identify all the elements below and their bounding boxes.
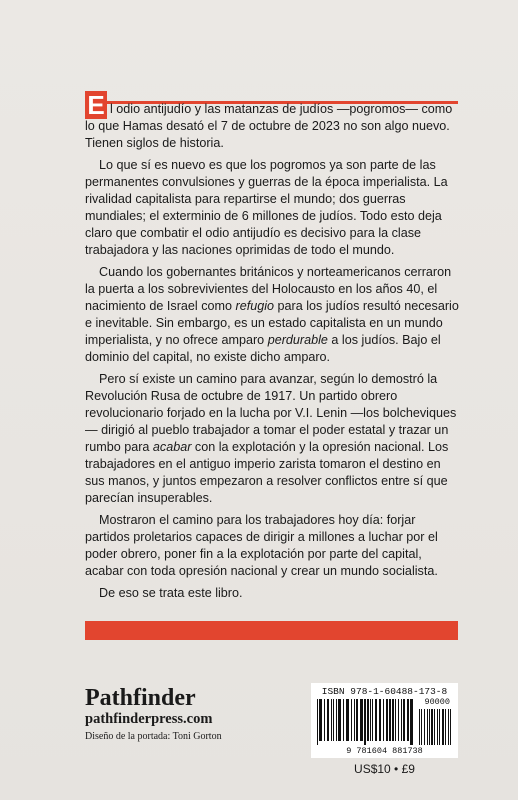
barcode-bar	[407, 699, 409, 741]
barcode-bar	[343, 699, 344, 741]
barcode-bar	[372, 699, 373, 741]
price-label: US$10 • £9	[354, 762, 415, 776]
barcode-addon-bar	[429, 709, 430, 745]
cover-design-credit: Diseño de la portada: Toni Gorton	[85, 731, 222, 742]
barcode-bar	[395, 699, 396, 741]
drop-cap: E	[85, 91, 107, 119]
paragraph-text: Mostraron el camino para los trabajadores hoy día: forjar partidos proletarios capaces de dirigir a millones a luchar por el poder obrero, poner fin a la explotación por parte del capital, acabar con toda opresión nacional y crear un mundo socialista.	[85, 513, 438, 578]
barcode-panel	[311, 683, 458, 758]
barcode-addon: 90000	[424, 697, 450, 707]
barcode-bar	[370, 699, 371, 741]
barcode-bar	[351, 699, 352, 741]
barcode-bar	[392, 699, 394, 741]
paragraph-text: Lo que sí es nuevo es que los pogromos ya son parte de las permanentes convulsiones y guerras de la época imperialista. La rivalidad capitalista para repartirse el mundo; dos guerras mundiales; el exterminio de 6 millones de judíos. Todo esto deja claro que combatir el odio antijudío es decisivo para la clase trabajadora y las naciones oprimidas de todo el mundo.	[85, 158, 448, 257]
barcode-bar	[379, 699, 381, 741]
paragraph-text: a los judíos. Bajo el dominio del capital, no existe dicho amparo.	[85, 333, 441, 364]
barcode-bar	[403, 699, 405, 741]
paragraph-text: para los judíos resultó necesario e inevitable. Sin embargo, es un estado capitalista en un mundo imperialista, y no ofrece amparo	[85, 299, 459, 347]
publisher-website: pathfinderpress.com	[85, 711, 213, 727]
barcode-bar	[360, 699, 363, 741]
barcode-bar	[319, 699, 322, 741]
blurb-paragraph	[85, 264, 460, 366]
barcode-bar	[333, 699, 334, 741]
barcode-addon-bar	[439, 709, 440, 745]
paragraph-text: Cuando los gobernantes británicos y norteamericanos cerraron la puerta a los sobrevivientes del Holocausto en los años 40, el nacimiento de Israel como	[85, 265, 452, 313]
barcode-bar	[338, 699, 341, 741]
isbn-label: ISBN 978-1-60488-173-8	[321, 686, 448, 697]
barcode-bar	[386, 699, 388, 741]
barcode-bar	[331, 699, 332, 741]
blurb-paragraph	[85, 371, 460, 507]
emphasis-text: refugio	[235, 299, 275, 313]
blurb-paragraph	[85, 585, 460, 602]
bottom-accent-bar	[85, 621, 458, 640]
barcode-bar	[410, 699, 413, 745]
blurb-paragraph	[85, 157, 460, 259]
barcode-digits	[311, 697, 458, 756]
barcode-addon-bar	[431, 709, 433, 745]
emphasis-text: acabar	[152, 440, 192, 454]
barcode-bar	[317, 699, 318, 745]
paragraph-text: Pero sí existe un camino para avanzar, según lo demostró la Revolución Rusa de octubre de 1917. Un partido obrero revolucionario forjado en la lucha por V.I. Lenin —los bolcheviques— dirigió al pueblo trabajador a tomar el poder estatal y trazar un rumbo para	[85, 372, 457, 454]
barcode-addon-bar	[437, 709, 438, 745]
barcode-bar	[401, 699, 402, 741]
barcode-bar	[367, 699, 369, 741]
barcode-addon-bar	[424, 709, 425, 745]
emphasis-text: perdurable	[267, 333, 328, 347]
blurb-paragraph	[85, 101, 460, 152]
barcode-bar	[383, 699, 384, 741]
barcode-bar	[346, 699, 349, 741]
barcode-addon-bar	[421, 709, 422, 745]
paragraph-text: De eso se trata este libro.	[99, 586, 243, 600]
barcode-bar	[324, 699, 325, 741]
barcode-bar	[336, 699, 337, 741]
blurb-text	[85, 101, 460, 607]
paragraph-text: l odio antijudío y las matanzas de judíos —pogromos— como lo que Hamas desató el 7 de octubre de 2023 no son algo nuevo. Tienen siglos de historia.	[85, 102, 453, 150]
publisher-logo: Pathfinder	[85, 685, 196, 711]
paragraph-text: con la explotación y la opresión nacional. Los trabajadores en el antiguo imperio zarista tomaron el destino en sus manos, y juntos empezaron a resolver conflictos entre sí que parecían insuperables.	[85, 440, 449, 505]
barcode-bar	[354, 699, 355, 741]
barcode-addon-bar	[448, 709, 449, 745]
barcode-bar	[356, 699, 358, 741]
blurb-paragraph	[85, 512, 460, 580]
barcode-addon-bar	[434, 709, 435, 745]
barcode-addon-bar	[427, 709, 428, 745]
barcode-bar	[364, 699, 366, 745]
barcode-addon-bar	[442, 709, 444, 745]
barcode-addon-bar	[445, 709, 446, 745]
barcode-bar	[375, 699, 377, 741]
barcode-addon-bar	[450, 709, 451, 745]
barcode-number: 9 781604 881738	[346, 746, 423, 756]
barcode-addon-bar	[419, 709, 420, 745]
barcode-bar	[389, 699, 391, 741]
barcode-bar	[398, 699, 399, 741]
barcode-bar	[327, 699, 329, 741]
